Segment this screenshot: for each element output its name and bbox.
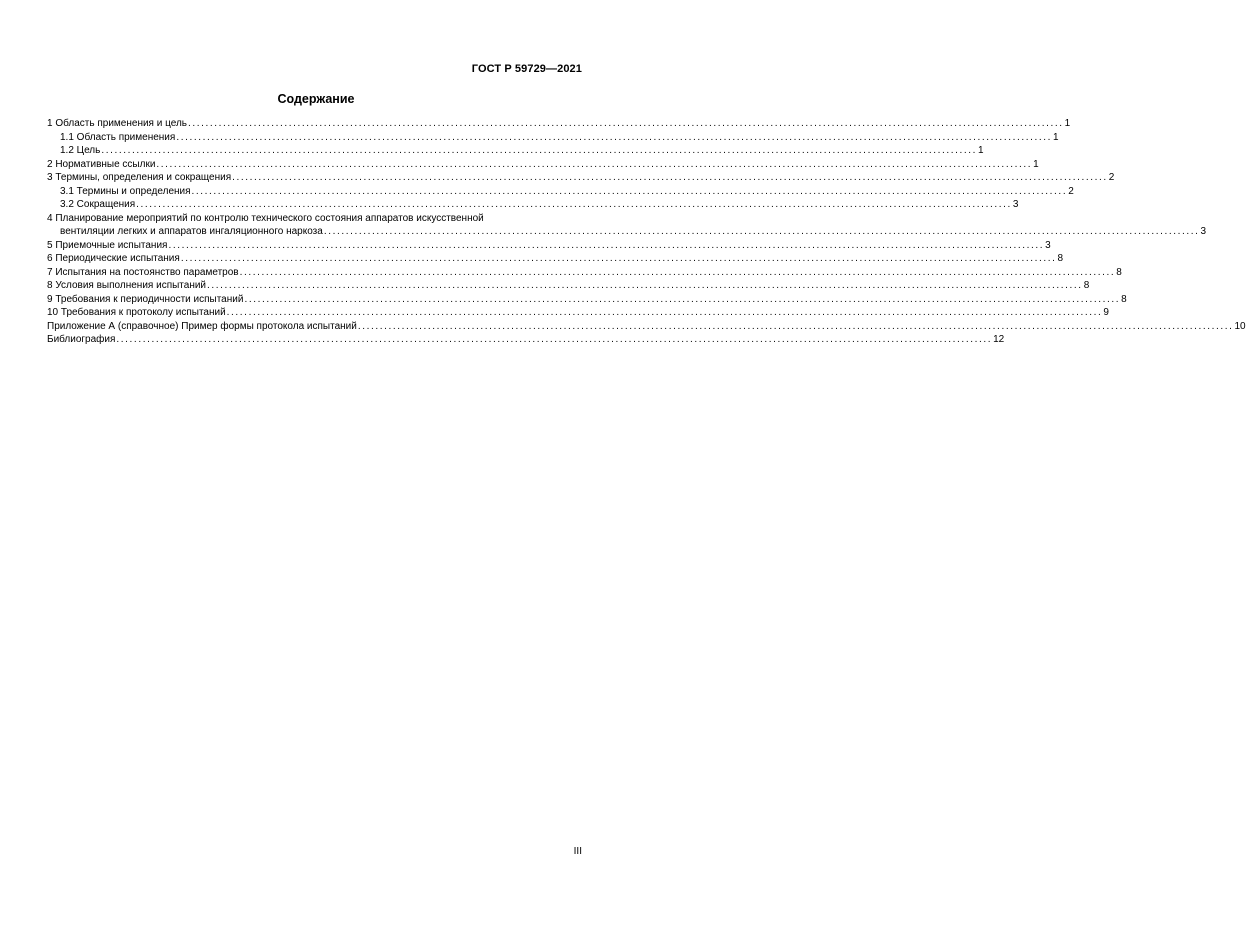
toc-entry[interactable] — [47, 131, 1059, 145]
toc-entry-page: 3 — [1012, 199, 1019, 210]
toc-entry-label: 1 Область применения и цель — [47, 118, 187, 129]
toc-entry[interactable] — [47, 198, 1019, 212]
toc-entry-page: 8 — [1083, 280, 1090, 291]
toc-leader-dots: ........................................................................................................................................................................................................ — [156, 158, 1033, 170]
toc-leader-dots: ........................................................................................................................................................................................................ — [232, 172, 1108, 183]
toc-entry-page: 3 — [1045, 239, 1051, 251]
document-id: ГОСТ Р 59729—2021 — [471, 63, 582, 75]
toc-entry-label: Приложение А (справочное) Пример формы протокола испытаний — [47, 320, 357, 332]
toc-leader-dots: ........................................................................................................................................................................................................ — [239, 266, 1116, 278]
toc-entry[interactable] — [47, 239, 1051, 253]
toc-leader-dots: ........................................................................................................................................................................................................ — [191, 185, 1068, 197]
toc-entry-label: 3.1 Термины и определения — [60, 185, 191, 197]
table-of-contents — [47, 117, 1246, 347]
toc-entry[interactable] — [47, 320, 1246, 334]
toc-entry-label: Библиография — [47, 334, 116, 345]
toc-entry-page: 8 — [1121, 293, 1127, 305]
toc-entry-label: 3 Термины, определения и сокращения — [47, 172, 232, 183]
toc-entry-label: 8 Условия выполнения испытаний — [47, 280, 207, 291]
toc-entry-label: 9 Требования к периодичности испытаний — [47, 293, 244, 305]
page-title: Содержание — [277, 92, 355, 106]
toc-leader-dots: ........................................................................................................................................................................................................ — [226, 307, 1103, 318]
toc-entry[interactable] — [47, 158, 1039, 172]
toc-entry[interactable] — [47, 293, 1127, 307]
toc-leader-dots: ........................................................................................................................................................................................................ — [168, 239, 1045, 251]
toc-entry-label: 1.2 Цель — [60, 145, 101, 156]
toc-entry[interactable] — [47, 185, 1074, 199]
toc-entry[interactable] — [47, 212, 1207, 239]
toc-entry[interactable] — [47, 266, 1122, 280]
toc-entry-page: 1 — [1033, 158, 1039, 170]
toc-entry[interactable] — [47, 144, 984, 158]
toc-entry-label: 7 Испытания на постоянство параметров — [47, 266, 239, 278]
toc-entry-page: 9 — [1103, 307, 1109, 318]
toc-leader-dots: ........................................................................................................................................................................................................ — [323, 226, 1200, 237]
toc-entry-page: 1 — [1064, 118, 1071, 129]
toc-entry-label: 1.1 Область применения — [60, 131, 176, 143]
page-number: III — [573, 846, 582, 857]
toc-leader-dots: ........................................................................................................................................................................................................ — [188, 118, 1064, 129]
toc-leader-dots: ........................................................................................................................................................................................................ — [244, 293, 1121, 305]
toc-entry-label: 6 Периодические испытания — [47, 253, 180, 264]
toc-entry-label: 2 Нормативные ссылки — [47, 158, 156, 170]
toc-entry-page: 1 — [978, 145, 984, 156]
toc-leader-dots: ........................................................................................................................................................................................................ — [136, 199, 1012, 210]
toc-entry-page: 2 — [1068, 185, 1074, 197]
toc-entry-label-line2: вентиляции легких и аппаратов ингаляционного наркоза — [60, 226, 323, 237]
toc-leader-dots: ........................................................................................................................................................................................................ — [357, 320, 1234, 332]
toc-entry[interactable] — [47, 252, 1064, 266]
toc-entry-label: 3.2 Сокращения — [60, 199, 136, 210]
toc-leader-dots: ........................................................................................................................................................................................................ — [116, 334, 993, 345]
toc-entry[interactable] — [47, 279, 1090, 293]
toc-entry-page: 8 — [1057, 253, 1064, 264]
toc-entry[interactable] — [47, 306, 1109, 320]
toc-entry-page: 12 — [993, 334, 1005, 345]
toc-entry-page: 10 — [1234, 320, 1246, 332]
toc-leader-dots: ........................................................................................................................................................................................................ — [207, 280, 1083, 291]
toc-entry-page: 2 — [1108, 172, 1115, 183]
toc-entry-label: 5 Приемочные испытания — [47, 239, 168, 251]
toc-leader-dots: ........................................................................................................................................................................................................ — [180, 253, 1057, 264]
toc-leader-dots: ........................................................................................................................................................................................................ — [101, 145, 978, 156]
toc-entry[interactable] — [47, 171, 1115, 185]
toc-leader-dots: ........................................................................................................................................................................................................ — [176, 131, 1052, 143]
toc-entry-label-line1: 4 Планирование мероприятий по контролю технического состояния аппаратов искусственной — [47, 212, 484, 224]
toc-entry-label: 10 Требования к протоколу испытаний — [47, 307, 226, 318]
toc-entry-page: 3 — [1200, 226, 1207, 237]
toc-entry-page: 1 — [1052, 131, 1059, 143]
toc-entry[interactable] — [47, 333, 1005, 347]
toc-entry[interactable] — [47, 117, 1071, 131]
toc-entry-page: 8 — [1116, 266, 1122, 278]
